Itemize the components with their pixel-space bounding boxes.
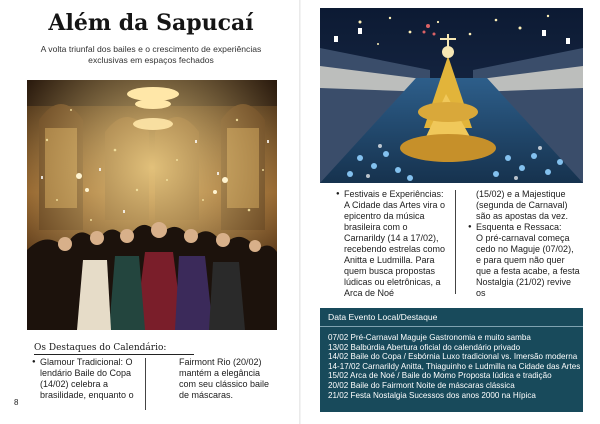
page-gutter bbox=[299, 0, 301, 424]
column-divider bbox=[455, 190, 456, 294]
glamour-lead: ● Glamour Tradicional: O bbox=[40, 357, 133, 367]
calendar-heading: Os Destaques do Calendário: bbox=[34, 343, 194, 355]
parade-photo bbox=[320, 8, 583, 183]
glamour-text: lendário Baile do Copa (14/02) celebra a brasilidade, enquanto o bbox=[40, 368, 134, 400]
calendar-column bbox=[32, 357, 137, 401]
bullet-festivals bbox=[336, 189, 449, 200]
esquenta-text: O pré-carnaval começa cedo no Maguje (07/02), e para quem não quer que a festa acabe, a festa Nostalgia (21/02) revive os bbox=[476, 233, 580, 298]
table-row: 07/02 Pré-Carnaval Maguje Gastronomia e muito samba bbox=[328, 333, 531, 342]
bullet-esquenta bbox=[468, 222, 580, 233]
ballroom-photo bbox=[27, 80, 277, 330]
table-row: 14/02 Baile do Copa / Esbórnia Luxo tradicional vs. Imersão moderna bbox=[328, 352, 578, 362]
festivals-column bbox=[336, 189, 449, 299]
table-header: Data Evento Local/Destaque bbox=[328, 312, 438, 322]
column-divider bbox=[145, 358, 146, 410]
events-table bbox=[320, 308, 583, 412]
calendar-column-continued bbox=[179, 357, 279, 401]
festivals-text: A Cidade das Artes vira o epicentro da música brasileira com o Carnarildy (14 a 17/02), recebendo estrelas como Anitta e Ludmilla. Para quem busca propostas lúdicas ou eletrônicas, a Arca de Noé bbox=[344, 200, 446, 298]
page-title: Além da Sapucaí bbox=[48, 10, 254, 36]
table-row: 20/02 Baile do Fairmont Noite de máscaras clássica bbox=[328, 380, 515, 390]
page-subtitle: A volta triunfal dos bailes e o crescimento de experiências exclusivas em espaços fechados bbox=[40, 44, 262, 65]
table-header-rule bbox=[320, 326, 583, 327]
table-row: 14-17/02 Carnarildy Anitta, Thiaguinho e Ludmilla na Cidade das Artes bbox=[328, 361, 581, 371]
festivals-column-continued bbox=[468, 189, 580, 299]
fairmont-text: Fairmont Rio (20/02) mantém a elegância com seu clássico baile de máscaras. bbox=[179, 357, 270, 400]
table-row: 15/02 Arca de Noé / Baile do Momo Proposta lúdica e tradição bbox=[328, 371, 552, 381]
festivals-lead: ● Festivais e Experiências: bbox=[344, 189, 444, 199]
table-row: 13/02 Balbúrdia Abertura oficial do calendário privado bbox=[328, 342, 521, 352]
table-rows bbox=[328, 333, 580, 400]
page-number: 8 bbox=[14, 398, 19, 407]
table-row: 21/02 Festa Nostalgia Sucessos dos anos 2000 na Hípica bbox=[328, 390, 536, 400]
esquenta-lead: ● Esquenta e Ressaca: bbox=[476, 222, 562, 232]
festivals-continued-text: (15/02) e a Majestique (segunda de Carnaval) são as apostas da vez. bbox=[476, 189, 569, 221]
bullet-glamour bbox=[32, 357, 137, 368]
